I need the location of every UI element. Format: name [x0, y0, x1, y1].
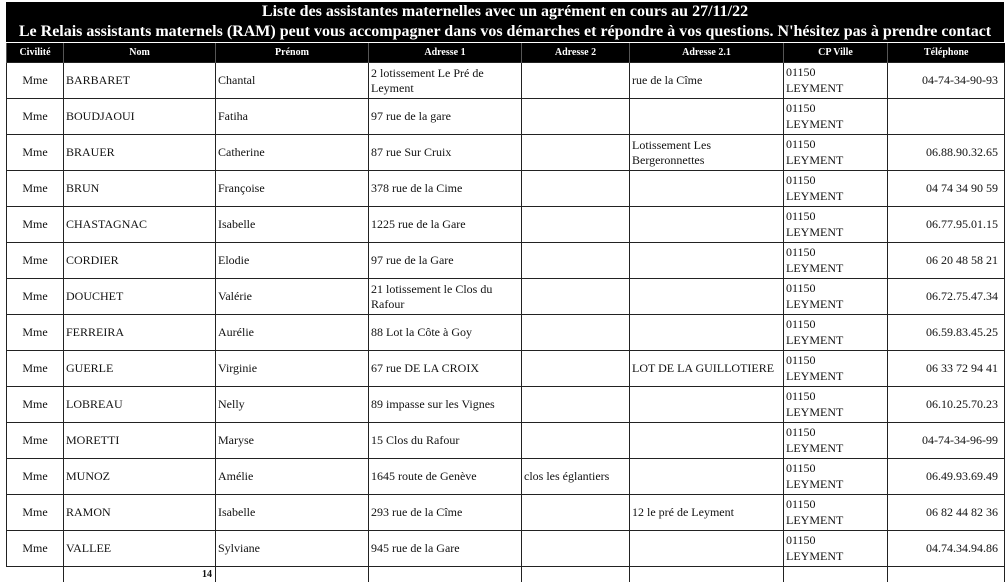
cp-ville-cell — [784, 63, 888, 99]
prenom-cell: Maryse — [216, 423, 369, 459]
table-row — [7, 135, 1005, 171]
adresse1-cell: 2 lotissement Le Pré de Leyment — [369, 63, 522, 99]
table-row — [7, 99, 1005, 135]
adresse1-cell: 97 rue de la gare — [369, 99, 522, 135]
telephone-cell: 06 82 44 82 36 — [888, 495, 1005, 531]
adresse1-cell: 21 lotissement le Clos du Rafour — [369, 279, 522, 315]
ville: LEYMENT — [786, 404, 885, 420]
footer-blank — [7, 567, 64, 582]
nom-cell: CHASTAGNAC — [64, 207, 216, 243]
adresse21-cell: Lotissement Les Bergeronnettes — [630, 135, 784, 171]
cp-ville-cell — [784, 495, 888, 531]
code-postal: 01150 — [786, 496, 885, 512]
ville: LEYMENT — [786, 476, 885, 492]
table-row — [7, 351, 1005, 387]
adresse2-cell — [522, 279, 630, 315]
nom-cell: FERREIRA — [64, 315, 216, 351]
footer-cell — [888, 567, 1005, 582]
ville: LEYMENT — [786, 512, 885, 528]
footer-row — [7, 567, 1005, 582]
cp-ville-cell — [784, 279, 888, 315]
table-row — [7, 423, 1005, 459]
table-row — [7, 207, 1005, 243]
civilite-cell: Mme — [7, 531, 64, 567]
adresse2-cell — [522, 387, 630, 423]
civilite-cell: Mme — [7, 171, 64, 207]
prenom-cell: Nelly — [216, 387, 369, 423]
adresse2-cell — [522, 135, 630, 171]
prenom-cell: Fatiha — [216, 99, 369, 135]
adresse2-cell — [522, 99, 630, 135]
cp-ville-cell — [784, 387, 888, 423]
document-title: Liste des assistantes maternelles avec un agrément en cours au 27/11/22 — [6, 2, 1004, 22]
prenom-cell: Chantal — [216, 63, 369, 99]
nom-cell: GUERLE — [64, 351, 216, 387]
nom-cell: RAMON — [64, 495, 216, 531]
prenom-cell: Françoise — [216, 171, 369, 207]
prenom-cell: Isabelle — [216, 207, 369, 243]
col-telephone: Téléphone — [888, 43, 1005, 63]
code-postal: 01150 — [786, 532, 885, 548]
cp-ville-cell — [784, 243, 888, 279]
telephone-cell: 04.74.34.94.86 — [888, 531, 1005, 567]
table-row — [7, 279, 1005, 315]
ville: LEYMENT — [786, 440, 885, 456]
col-adresse1: Adresse 1 — [369, 43, 522, 63]
adresse2-cell — [522, 423, 630, 459]
cp-ville-cell — [784, 207, 888, 243]
civilite-cell: Mme — [7, 207, 64, 243]
ville: LEYMENT — [786, 260, 885, 276]
nom-cell: DOUCHET — [64, 279, 216, 315]
cp-ville-cell — [784, 531, 888, 567]
prenom-cell: Sylviane — [216, 531, 369, 567]
code-postal: 01150 — [786, 424, 885, 440]
prenom-cell: Amélie — [216, 459, 369, 495]
adresse21-cell: rue de la Cîme — [630, 63, 784, 99]
code-postal: 01150 — [786, 172, 885, 188]
col-nom: Nom — [64, 43, 216, 63]
adresse1-cell: 378 rue de la Cime — [369, 171, 522, 207]
civilite-cell: Mme — [7, 279, 64, 315]
civilite-cell: Mme — [7, 351, 64, 387]
adresse21-cell — [630, 171, 784, 207]
table-row — [7, 387, 1005, 423]
adresse1-cell: 15 Clos du Rafour — [369, 423, 522, 459]
adresse1-cell: 67 rue DE LA CROIX — [369, 351, 522, 387]
table-row — [7, 63, 1005, 99]
adresse2-cell — [522, 171, 630, 207]
civilite-cell: Mme — [7, 459, 64, 495]
assistantes-table — [6, 43, 1005, 582]
adresse21-cell — [630, 207, 784, 243]
nom-cell: VALLEE — [64, 531, 216, 567]
cp-ville-cell — [784, 459, 888, 495]
ville: LEYMENT — [786, 80, 885, 96]
adresse2-cell — [522, 315, 630, 351]
adresse1-cell: 1225 rue de la Gare — [369, 207, 522, 243]
footer-cell — [369, 567, 522, 582]
code-postal: 01150 — [786, 280, 885, 296]
nom-cell: MUNOZ — [64, 459, 216, 495]
header-row — [7, 43, 1005, 63]
civilite-cell: Mme — [7, 423, 64, 459]
civilite-cell: Mme — [7, 243, 64, 279]
civilite-cell: Mme — [7, 315, 64, 351]
adresse2-cell — [522, 207, 630, 243]
adresse2-cell — [522, 243, 630, 279]
telephone-cell: 06.59.83.45.25 — [888, 315, 1005, 351]
civilite-cell: Mme — [7, 387, 64, 423]
ville: LEYMENT — [786, 152, 885, 168]
adresse21-cell — [630, 279, 784, 315]
adresse2-cell — [522, 351, 630, 387]
adresse2-cell — [522, 495, 630, 531]
adresse1-cell: 97 rue de la Gare — [369, 243, 522, 279]
telephone-cell: 06 33 72 94 41 — [888, 351, 1005, 387]
adresse1-cell: 293 rue de la Cîme — [369, 495, 522, 531]
table-row — [7, 243, 1005, 279]
adresse21-cell — [630, 423, 784, 459]
cp-ville-cell — [784, 423, 888, 459]
col-adresse2: Adresse 2 — [522, 43, 630, 63]
ville: LEYMENT — [786, 368, 885, 384]
telephone-cell: 04-74-34-96-99 — [888, 423, 1005, 459]
cp-ville-cell — [784, 351, 888, 387]
code-postal: 01150 — [786, 460, 885, 476]
row-count: 14 — [64, 567, 216, 582]
adresse2-cell: clos les églantiers — [522, 459, 630, 495]
adresse21-cell — [630, 531, 784, 567]
col-prenom: Prénom — [216, 43, 369, 63]
civilite-cell: Mme — [7, 63, 64, 99]
nom-cell: BRUN — [64, 171, 216, 207]
col-cp-ville: CP Ville — [784, 43, 888, 63]
code-postal: 01150 — [786, 208, 885, 224]
cp-ville-cell — [784, 99, 888, 135]
cp-ville-cell — [784, 315, 888, 351]
cp-ville-cell — [784, 171, 888, 207]
adresse21-cell — [630, 99, 784, 135]
adresse2-cell — [522, 63, 630, 99]
adresse21-cell: 12 le pré de Leyment — [630, 495, 784, 531]
table-row — [7, 531, 1005, 567]
col-adresse21: Adresse 2.1 — [630, 43, 784, 63]
adresse1-cell: 1645 route de Genève — [369, 459, 522, 495]
nom-cell: BRAUER — [64, 135, 216, 171]
ville: LEYMENT — [786, 548, 885, 564]
cp-ville-cell — [784, 135, 888, 171]
telephone-cell: 06.88.90.32.65 — [888, 135, 1005, 171]
prenom-cell: Isabelle — [216, 495, 369, 531]
adresse1-cell: 945 rue de la Gare — [369, 531, 522, 567]
prenom-cell: Virginie — [216, 351, 369, 387]
telephone-cell: 06.10.25.70.23 — [888, 387, 1005, 423]
prenom-cell: Elodie — [216, 243, 369, 279]
ville: LEYMENT — [786, 332, 885, 348]
table-row — [7, 495, 1005, 531]
footer-cell — [522, 567, 630, 582]
nom-cell: CORDIER — [64, 243, 216, 279]
telephone-cell — [888, 99, 1005, 135]
telephone-cell: 06.72.75.47.34 — [888, 279, 1005, 315]
telephone-cell: 04-74-34-90-93 — [888, 63, 1005, 99]
table-row — [7, 459, 1005, 495]
telephone-cell: 06 20 48 58 21 — [888, 243, 1005, 279]
footer-cell — [630, 567, 784, 582]
nom-cell: LOBREAU — [64, 387, 216, 423]
adresse1-cell: 89 impasse sur les Vignes — [369, 387, 522, 423]
civilite-cell: Mme — [7, 99, 64, 135]
adresse1-cell: 87 rue Sur Cruix — [369, 135, 522, 171]
adresse21-cell: LOT DE LA GUILLOTIERE — [630, 351, 784, 387]
nom-cell: BARBARET — [64, 63, 216, 99]
telephone-cell: 06.49.93.69.49 — [888, 459, 1005, 495]
table-row — [7, 315, 1005, 351]
document-subtitle: Le Relais assistants maternels (RAM) peut vous accompagner dans vos démarches et répondre à vos questions. N'hésitez pas à prendre contact — [6, 22, 1004, 42]
civilite-cell: Mme — [7, 135, 64, 171]
code-postal: 01150 — [786, 136, 885, 152]
adresse2-cell — [522, 531, 630, 567]
adresse21-cell — [630, 315, 784, 351]
code-postal: 01150 — [786, 352, 885, 368]
footer-cell — [216, 567, 369, 582]
civilite-cell: Mme — [7, 495, 64, 531]
footer-cell — [784, 567, 888, 582]
prenom-cell: Catherine — [216, 135, 369, 171]
ville: LEYMENT — [786, 116, 885, 132]
code-postal: 01150 — [786, 244, 885, 260]
code-postal: 01150 — [786, 64, 885, 80]
prenom-cell: Aurélie — [216, 315, 369, 351]
nom-cell: MORETTI — [64, 423, 216, 459]
code-postal: 01150 — [786, 316, 885, 332]
ville: LEYMENT — [786, 296, 885, 312]
adresse21-cell — [630, 243, 784, 279]
prenom-cell: Valérie — [216, 279, 369, 315]
adresse21-cell — [630, 459, 784, 495]
nom-cell: BOUDJAOUI — [64, 99, 216, 135]
adresse21-cell — [630, 387, 784, 423]
code-postal: 01150 — [786, 100, 885, 116]
adresse1-cell: 88 Lot la Côte à Goy — [369, 315, 522, 351]
ville: LEYMENT — [786, 188, 885, 204]
telephone-cell: 06.77.95.01.15 — [888, 207, 1005, 243]
col-civilite: Civilité — [7, 43, 64, 63]
telephone-cell: 04 74 34 90 59 — [888, 171, 1005, 207]
ville: LEYMENT — [786, 224, 885, 240]
code-postal: 01150 — [786, 388, 885, 404]
table-row — [7, 171, 1005, 207]
